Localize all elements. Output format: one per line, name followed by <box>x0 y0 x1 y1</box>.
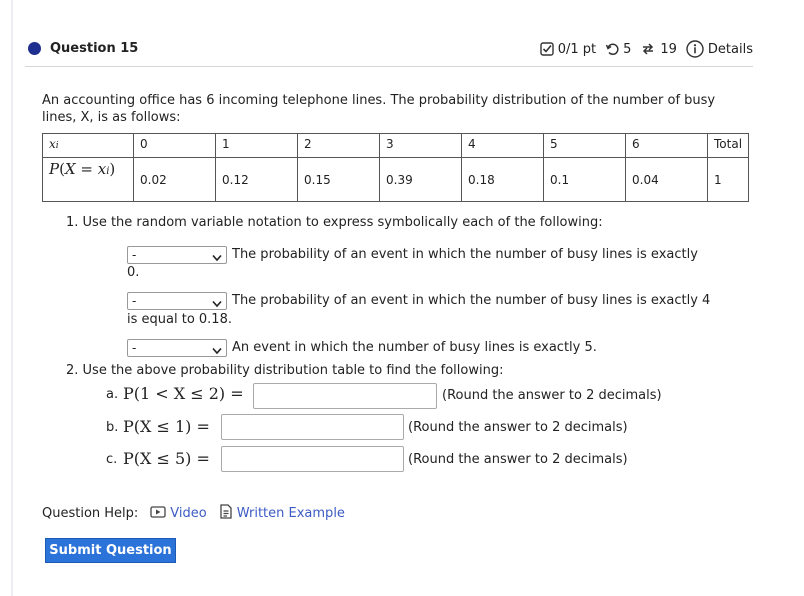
p-value: 0.18 <box>462 158 544 202</box>
question-meta <box>540 40 753 58</box>
part1-item1-text: The probability of an event in which the number of busy lines is exactly <box>232 247 698 262</box>
play-icon <box>150 505 166 523</box>
tries-count: 19 <box>660 41 677 57</box>
details-link[interactable]: Details <box>707 41 753 57</box>
submit-question-button[interactable]: Submit Question <box>45 538 176 563</box>
part2a-letter: a. <box>106 387 119 402</box>
part2c-hint: (Round the answer to 2 decimals) <box>408 452 628 467</box>
question-help <box>42 504 345 523</box>
written-example-link[interactable] <box>219 504 345 523</box>
part2b-letter: b. <box>106 420 119 435</box>
part2a-expression: P(1 < X ≤ 2) = <box>123 384 244 403</box>
tries-icon <box>640 42 656 56</box>
p-value: 0.04 <box>626 158 708 202</box>
help-label: Question Help: <box>42 506 139 521</box>
select-exactly-5[interactable] <box>127 339 227 357</box>
info-icon[interactable] <box>686 40 704 58</box>
select-value: - <box>132 341 137 355</box>
answer-input-b[interactable] <box>221 414 404 440</box>
p-value: 0.1 <box>544 158 626 202</box>
part2a-hint: (Round the answer to 2 decimals) <box>442 388 662 403</box>
question-header <box>25 38 753 67</box>
part1-item1-cont: 0. <box>127 265 140 280</box>
chevron-down-icon <box>212 297 222 311</box>
select-exactly-0[interactable] <box>127 246 227 264</box>
document-icon <box>219 504 233 523</box>
x-value: 5 <box>544 134 626 158</box>
part2-instruction: 2. Use the above probability distribution table to find the following: <box>66 363 504 378</box>
chevron-down-icon <box>212 251 222 265</box>
part1-item2-cont: is equal to 0.18. <box>127 312 232 327</box>
select-exactly-4[interactable] <box>127 292 227 310</box>
written-example-label: Written Example <box>236 506 345 521</box>
score-icon <box>540 42 554 56</box>
attempts-count: 5 <box>623 41 632 57</box>
total-value: 1 <box>708 158 749 202</box>
x-value: 6 <box>626 134 708 158</box>
distribution-table <box>42 133 749 202</box>
select-value: - <box>132 248 137 262</box>
row-label-prob: P(X = xi) <box>43 158 134 202</box>
part2b-hint: (Round the answer to 2 decimals) <box>408 420 628 435</box>
answer-input-a[interactable] <box>253 383 437 409</box>
part1-item2-text: The probability of an event in which the number of busy lines is exactly 4 <box>232 293 711 308</box>
question-status-dot <box>28 42 41 55</box>
select-value: - <box>132 294 137 308</box>
answer-input-c[interactable] <box>221 446 404 472</box>
score-text: 0/1 pt <box>557 41 597 57</box>
total-header: Total <box>708 134 749 158</box>
part2c-expression: P(X ≤ 5) = <box>123 449 210 468</box>
p-value: 0.39 <box>380 158 462 202</box>
x-value: 4 <box>462 134 544 158</box>
retry-icon <box>605 42 619 56</box>
part1-item3-text: An event in which the number of busy lines is exactly 5. <box>232 340 597 355</box>
p-value: 0.15 <box>298 158 380 202</box>
video-link[interactable] <box>150 505 206 523</box>
part2b-expression: P(X ≤ 1) = <box>123 417 210 436</box>
video-link-label: Video <box>170 506 207 521</box>
row-label-xi: xi <box>43 134 134 158</box>
left-border <box>11 0 13 596</box>
p-value: 0.12 <box>216 158 298 202</box>
x-value: 1 <box>216 134 298 158</box>
p-value: 0.02 <box>134 158 216 202</box>
part1-instruction: 1. Use the random variable notation to express symbolically each of the following: <box>66 215 603 230</box>
question-stem: An accounting office has 6 incoming telephone lines. The probability distribution of the number of busy lines, X, is as follows: <box>42 93 716 125</box>
x-value: 3 <box>380 134 462 158</box>
part2c-letter: c. <box>106 452 118 467</box>
x-value: 0 <box>134 134 216 158</box>
chevron-down-icon <box>212 344 222 358</box>
question-title: Question 15 <box>50 41 139 56</box>
x-value: 2 <box>298 134 380 158</box>
